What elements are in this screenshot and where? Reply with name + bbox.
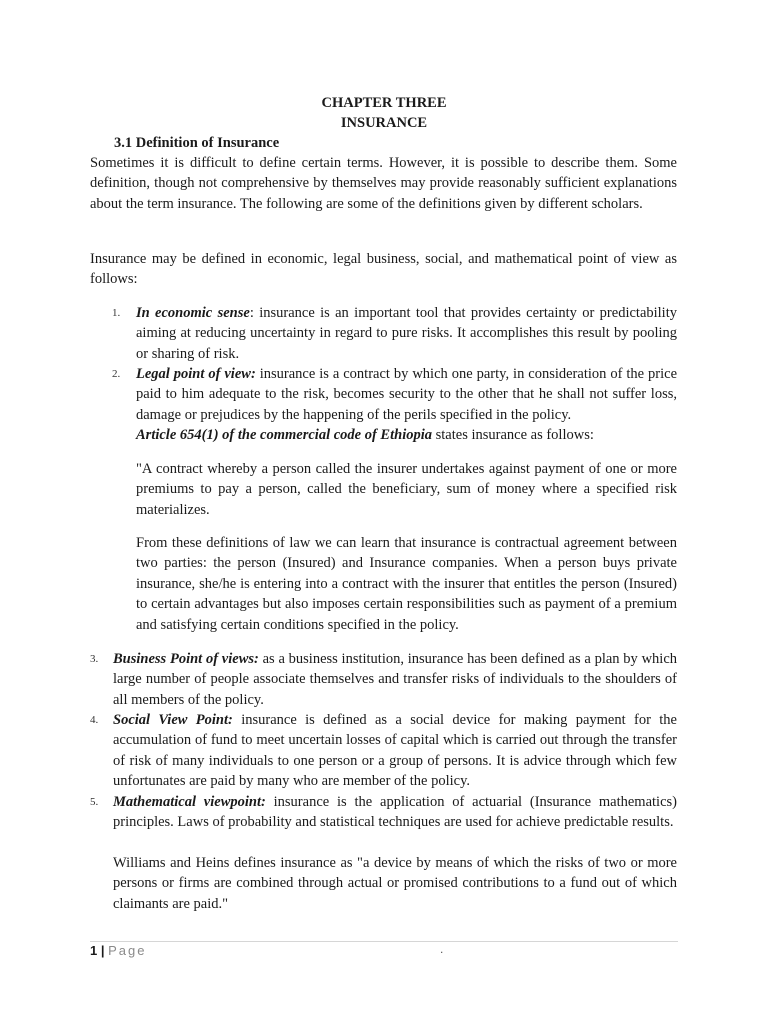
footer-divider bbox=[90, 941, 678, 942]
footer-dot: . bbox=[440, 942, 444, 956]
list-item-term: Mathematical viewpoint: bbox=[113, 794, 266, 810]
list-item-term: Legal point of view: bbox=[136, 366, 256, 382]
chapter-subtitle: INSURANCE bbox=[340, 115, 428, 131]
list-item-term: Business Point of views: bbox=[113, 651, 259, 667]
list-number: 1. bbox=[112, 307, 121, 319]
list-item-text: insurance is a contract by which one party, in consideration of the price paid to him adequate to the risk, becomes security to the other that he shall not suffer loss, damage or prejudices by the happening of the perils specified in the policy. bbox=[136, 366, 678, 423]
footer-separator: | bbox=[100, 943, 105, 958]
article-term: Article 654(1) of the commercial code of Ethiopia bbox=[136, 427, 432, 443]
chapter-title: CHAPTER THREE bbox=[321, 95, 447, 111]
list-item-business bbox=[113, 649, 677, 710]
section-heading: 3.1 Definition of Insurance bbox=[114, 135, 280, 151]
quote-paragraph: "A contract whereby a person called the insurer undertakes against payment of one or more premiums to pay a person, called the beneficiary, sum of money where a specified risk materializes. bbox=[136, 461, 677, 518]
list-item-text: : insurance is an important tool that provides certainty or predictability aiming at reducing uncertainty in regard to pure risks. It accomplishes this result by pooling or sharing of risk. bbox=[136, 305, 677, 362]
list-item-term: In economic sense bbox=[136, 305, 250, 321]
list-number: 4. bbox=[90, 714, 99, 726]
intro-paragraph-2: Insurance may be defined in economic, legal business, social, and mathematical point of view as follows: bbox=[90, 251, 677, 288]
list-item-text: insurance is the application of actuarial (Insurance mathematics) principles. Laws of probability and statistical techniques are used for achieve predictable results. bbox=[113, 794, 677, 831]
list-item-mathematical bbox=[113, 792, 677, 833]
page-footer bbox=[90, 942, 147, 960]
list-number: 5. bbox=[90, 796, 99, 808]
list-number: 2. bbox=[112, 368, 121, 380]
page-label: Page bbox=[108, 943, 147, 958]
williams-paragraph: Williams and Heins defines insurance as "a device by means of which the risks of two or more persons or firms are combined through actual or promised contributions to a fund out of which claimants are paid." bbox=[113, 855, 677, 912]
list-item-text: as a business institution, insurance has been defined as a plan by which large number of people associate themselves and transfer risks of individuals to the shoulders of all members of the policy. bbox=[113, 651, 678, 708]
page-number: 1 bbox=[90, 943, 98, 958]
list-item-term: Social View Point: bbox=[113, 712, 233, 728]
list-item-legal bbox=[136, 364, 677, 425]
article-reference bbox=[136, 425, 677, 445]
law-paragraph: From these definitions of law we can learn that insurance is contractual agreement between two parties: the person (Insured) and Insurance companies. When a person buys private insurance, she/he is entering into a contract with the insurer that entitles the person (Insured) to certain advantages but also imposes certain responsibilities such as payment of a premium and satisfying certain conditions specified in the policy. bbox=[136, 535, 677, 633]
list-number: 3. bbox=[90, 653, 99, 665]
article-text: states insurance as follows: bbox=[432, 427, 594, 443]
list-item-economic bbox=[136, 303, 677, 364]
list-item-text: insurance is defined as a social device for making payment for the accumulation of fund to meet uncertain losses of capital which is carried out through the transfer of risk of many individuals to one person or a group of persons. It is advice through which few unfortunates are paid by many who are member of the policy. bbox=[113, 712, 677, 790]
intro-paragraph: Sometimes it is difficult to define certain terms. However, it is possible to describe them. Some definition, though not comprehensive by themselves may provide reasonably sufficient explanations about the term insurance. The following are some of the definitions given by different scholars. bbox=[90, 155, 677, 212]
list-item-social bbox=[113, 710, 677, 792]
